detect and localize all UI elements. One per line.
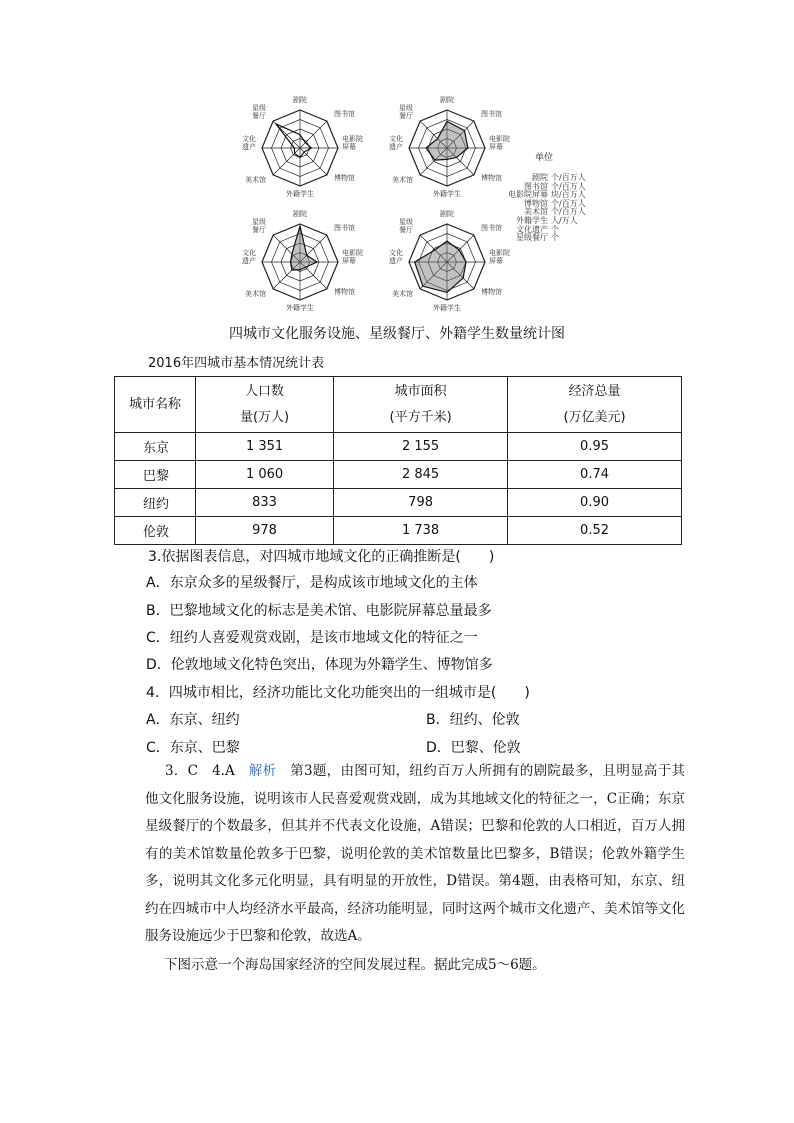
radar-axis-label: 文化 (242, 249, 256, 257)
unit-row-name: 文化遗产 (516, 224, 548, 234)
radar-axis-label: 图书馆 (334, 224, 355, 232)
unit-row-unit: 块/百万人 (551, 190, 586, 200)
q4-stem: 4．四城市相比，经济功能比文化功能突出的一组城市是( ) (146, 685, 530, 701)
unit-title: 单位 (535, 153, 554, 163)
figure-caption: 四城市文化服务设施、星级餐厅、外籍学生数量统计图 (229, 326, 565, 342)
q4-option-c: C．东京、巴黎 (146, 740, 240, 756)
radar-chart-4 (377, 206, 517, 316)
radar-chart-1 (230, 92, 370, 202)
unit-row-name: 电影院屏幕 (508, 190, 548, 200)
radar-axis-label: 博物馆 (334, 288, 355, 296)
answer-explanation: 3．C 4.A 解析 第3题，由图可知，纽约百万人所拥有的剧院最多，且明显高于其他文化服务设施，说明该市人民喜爱观赏戏剧，成为其地域文化的特征之一，C正确；东京星级餐厅的个数最多，但其并不代表文化设施，A错误；巴黎和伦敦的人口相近，百万人拥有的美术馆数量伦敦多于巴黎，说明伦敦的美术馆数量比巴黎多，B错误；伦敦外籍学生多，说明其文化多元化明显，具有明显的开放性，D错误。第4题，由表格可知，东京、纽约在四城市中人均经济水平最高，经济功能明显，同时这两个城市文化遗产、美术馆等文化服务设施远少于巴黎和伦敦，故选A。 (145, 763, 685, 944)
radar-axis-label: 电影院 (342, 249, 363, 257)
radar-axis-label: 剧院 (293, 210, 307, 218)
radar-axis-label: 屏幕 (342, 257, 356, 265)
radar-axis-label: 图书馆 (481, 224, 502, 232)
unit-row-name: 剧院 (532, 173, 548, 182)
radar-axis-label: 剧院 (293, 96, 307, 104)
unit-row-unit: 个 (551, 224, 559, 234)
radar-axis-label: 遗产 (242, 257, 256, 265)
radar-axis-label: 图书馆 (334, 110, 355, 118)
radar-axis-label: 星级 (252, 104, 266, 112)
radar-axis-label: 餐厅 (399, 226, 413, 234)
radar-axis-label: 外籍学生 (286, 304, 314, 312)
radar-axis-label: 遗产 (242, 143, 256, 151)
radar-axis-label: 星级 (399, 104, 413, 112)
unit-row-name: 星级餐厅 (516, 233, 548, 243)
radar-axis-label: 屏幕 (342, 143, 356, 151)
radar-axis-label: 星级 (252, 218, 266, 226)
radar-axis-label: 遗产 (389, 143, 403, 151)
radar-axis-label: 美术馆 (245, 290, 266, 298)
unit-row-name: 美术馆 (524, 207, 548, 217)
radar-axis-label: 屏幕 (489, 257, 503, 265)
radar-data-area (291, 226, 318, 270)
radar-axis-label: 外籍学生 (433, 190, 461, 198)
radar-axis-label: 餐厅 (252, 226, 266, 234)
q3-option-c: C．纽约人喜爱观赏戏剧，是该市地域文化的特征之一 (146, 630, 478, 646)
radar-axis-label: 博物馆 (334, 174, 355, 182)
q4-option-d: D．巴黎、伦敦 (426, 740, 521, 756)
radar-axis-label: 文化 (389, 135, 403, 143)
col-city: 城市名称 (115, 377, 196, 433)
radar-chart-2 (377, 92, 517, 202)
q3-option-d: D．伦敦地域文化特色突出，体现为外籍学生、博物馆多 (146, 657, 493, 673)
city-stats-table (114, 376, 682, 545)
unit-row-name: 博物馆 (524, 198, 548, 208)
table-title: 2016年四城市基本情况统计表 (148, 356, 325, 371)
radar-axis-label: 剧院 (440, 210, 454, 218)
radar-axis-label: 星级 (399, 218, 413, 226)
radar-chart-3 (230, 206, 370, 316)
radar-axis-label: 外籍学生 (433, 304, 461, 312)
radar-axis-label: 餐厅 (399, 112, 413, 120)
table-row: 巴黎 1 060 2 845 0.74 (115, 461, 682, 489)
radar-axis-label: 餐厅 (252, 112, 266, 120)
table-row: 纽约 833 798 0.90 (115, 489, 682, 517)
table-header-row (115, 377, 682, 433)
col-population: 人口数 量(万人) (196, 377, 334, 433)
unit-row-unit: 个/百万人 (551, 198, 586, 208)
radar-axis-label: 博物馆 (481, 174, 502, 182)
unit-row-unit: 个/百万人 (551, 207, 586, 217)
q4-option-b: B．纽约、伦敦 (426, 712, 520, 728)
radar-axis-label: 电影院 (342, 135, 363, 143)
unit-row-unit: 个/百万人 (551, 181, 586, 191)
radar-data-area (415, 241, 466, 292)
radar-axis-label: 美术馆 (392, 290, 413, 298)
col-economy: 经济总量 (万亿美元) (508, 377, 682, 433)
radar-axis-label: 电影院 (489, 135, 510, 143)
radar-axis-label: 文化 (242, 135, 256, 143)
radar-axis-label: 电影院 (489, 249, 510, 257)
radar-axis-label: 美术馆 (245, 176, 266, 184)
table-row: 东京 1 351 2 155 0.95 (115, 433, 682, 461)
q4-option-a: A．东京、纽约 (146, 712, 240, 728)
unit-row-unit: 个/百万人 (551, 173, 586, 182)
unit-row-name: 外籍学生 (516, 216, 548, 225)
col-area: 城市面积 (平方千米) (334, 377, 508, 433)
q3-option-a: A．东京众多的星级餐厅，是构成该市地域文化的主体 (146, 575, 478, 591)
radar-axis-label: 外籍学生 (286, 190, 314, 198)
radar-axis-label: 美术馆 (392, 176, 413, 184)
radar-axis-label: 剧院 (440, 96, 454, 104)
q3-stem: 3.依据图表信息，对四城市地域文化的正确推断是( ) (148, 549, 495, 565)
unit-row-unit: 人/万人 (551, 216, 578, 225)
radar-data-area (426, 121, 468, 160)
radar-axis-label: 图书馆 (481, 110, 502, 118)
unit-row-name: 图书馆 (524, 181, 548, 191)
radar-axis-label: 博物馆 (481, 288, 502, 296)
radar-axis-label: 文化 (389, 249, 403, 257)
unit-row-unit: 个 (551, 233, 559, 243)
radar-axis-label: 遗产 (389, 257, 403, 265)
next-section-intro: 下图示意一个海岛国家经济的空间发展过程。据此完成5～6题。 (164, 957, 546, 973)
answer-label: 解析 (248, 763, 277, 779)
q3-option-b: B．巴黎地域文化的标志是美术馆、电影院屏幕总量最多 (146, 603, 492, 619)
table-row: 伦敦 978 1 738 0.52 (115, 517, 682, 545)
radar-axis-label: 屏幕 (489, 143, 503, 151)
